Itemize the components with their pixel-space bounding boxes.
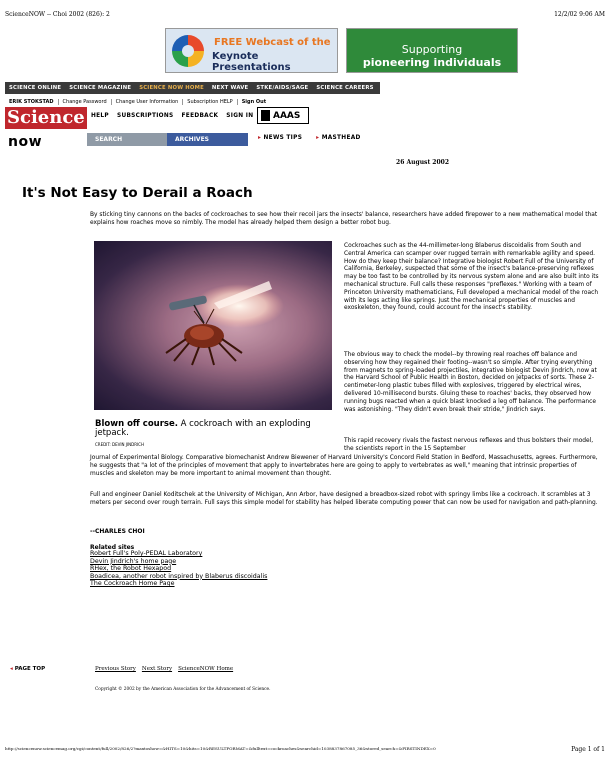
related-link-rhex[interactable]: RHex, the Robot Hexapod	[90, 565, 172, 572]
related-link-boadicea[interactable]: Boadicea, another robot inspired by Blaberus discoidalis	[90, 572, 268, 580]
nav-next-wave[interactable]: NEXT WAVE	[211, 85, 249, 91]
related-link-polypedal[interactable]: Robert Full's Poly-PEDAL Laboratory	[90, 550, 203, 557]
webcast-logo-icon	[172, 35, 204, 67]
supporting-ad-line2: pioneering individuals	[362, 56, 502, 69]
photo-credit: CREDIT: DEVIN JINDRICH	[95, 442, 144, 447]
user-bar	[5, 97, 270, 106]
aaas-logo[interactable]	[257, 107, 309, 124]
article-title: It's Not Easy to Derail a Roach	[22, 185, 253, 201]
search-button[interactable]: SEARCH	[87, 133, 167, 146]
aaas-label: AAAS	[273, 110, 301, 121]
nav-science-online[interactable]: SCIENCE ONLINE	[9, 85, 62, 91]
supporting-ad[interactable]	[346, 28, 518, 73]
related-link-cockroach-home[interactable]: The Cockroach Home Page	[90, 580, 175, 587]
aaas-mark-icon	[261, 110, 270, 121]
webcast-ad-line1: FREE Webcast of the	[214, 37, 331, 48]
sciencenow-home-link[interactable]: ScienceNOW Home	[178, 666, 234, 672]
sign-in-link[interactable]: SIGN IN	[226, 113, 254, 119]
supporting-ad-line1: Supporting	[401, 43, 463, 56]
feedback-link[interactable]: FEEDBACK	[181, 113, 219, 119]
caption-bold: Blown off course.	[95, 419, 178, 429]
copyright-notice: Copyright © 2002 by the American Association for the Advancement of Science.	[95, 687, 271, 692]
change-user-info-link[interactable]: Change User Information	[112, 99, 184, 105]
page-top-link[interactable]: ◂ PAGE TOP	[10, 666, 45, 672]
webcast-ad[interactable]	[165, 28, 338, 73]
nav-science-now-home[interactable]: SCIENCE NOW HOME	[139, 85, 204, 91]
science-logo[interactable]: Science	[5, 107, 87, 129]
now-logo: now	[8, 134, 43, 150]
nav-science-careers[interactable]: SCIENCE CAREERS	[316, 85, 374, 91]
user-name: ERIK STOKSTAD	[5, 99, 59, 105]
tips-bar	[258, 135, 375, 141]
article-paragraph-2: The obvious way to check the model--by throwing real roaches off balance and observing how they regained their footing--wasn't so simple. After trying everything from magnets to spring-loaded projectiles, integrative biologist Devin Jindrich, now at the Harvard School of Public Health in Boston, decided on jetpacks of sorts. These 2-centimeter-long plastic tubes filled with explosives, triggered by electrical wires, delivered 10-millisecond bursts. Gluing these to roaches' backs, they observed how running bugs reacted when a quick blast knocked a leg off balance. The performance was astonishing. "They didn't even break their stride," Jindrich says.	[344, 352, 597, 413]
sub-nav	[87, 109, 257, 123]
related-sites-heading: Related sites	[90, 544, 135, 551]
print-header-left: ScienceNOW -- Choi 2002 (826): 2	[5, 11, 110, 18]
print-footer-page: Page 1 of 1	[571, 746, 605, 753]
article-date: 26 August 2002	[396, 159, 449, 166]
subscription-help-link[interactable]: Subscription HELP	[183, 99, 237, 105]
article-byline: --CHARLES CHOI	[90, 528, 145, 535]
article-paragraph-3-continued: Journal of Experimental Biology. Comparative biomechanist Andrew Biewener of Harvard University's Concord Field Station in Bedford, Massachusetts, agrees. Furthermore, he suggests that "a lot of the principles of movement that apply to invertebrates here are going to apply to vertebrates as well," meaning that intrinsic properties of muscles and skeleton may be more important to animal movement than thought.	[90, 455, 598, 477]
next-story-link[interactable]: Next Story	[141, 666, 173, 672]
print-footer-url: http://sciencenow.sciencemag.org/cgi/content/full/2002/826/2?maxtoshow=&HITS=10&hits=10&RESULTFORMAT=&fulltext=cockroaches&searchid=1038837867085_36&stored_search=&FIRSTINDEX=0	[5, 746, 436, 751]
nav-science-magazine[interactable]: SCIENCE MAGAZINE	[69, 85, 132, 91]
top-nav	[5, 82, 380, 94]
news-tips-link[interactable]: ▸ NEWS TIPS	[258, 135, 302, 141]
subscriptions-link[interactable]: SUBSCRIPTIONS	[116, 113, 174, 119]
article-paragraph-4: Full and engineer Daniel Koditschek at the University of Michigan, Ann Arbor, have designed a breadbox-sized robot with springy limbs like a cockroach. It scrambles at 3 meters per second over rough terrain. Full says this simple model for stability has helped liberate computing power that can now be used for navigation and path-planning.	[90, 492, 598, 506]
article-paragraph-1: Cockroaches such as the 44-millimeter-long Blaberus discoidalis from South and Central America can scamper over rugged terrain with remarkable agility and speed. How do they keep their balance? Integrative biologist Robert Full of the University of California, Berkeley, suspected that some of the insect's balance-preserving reflexes may be too fast to be controlled by its nervous system alone and are also built into its mechanical structure. Full calls these responses "preflexes." Working with a team of Princeton University mathematicians, Full developed a mechanical model of the roach with its legs acting like springs. Just the mechanical properties of muscles and exoskeleton, they found, could account for the insect's stability.	[344, 243, 599, 312]
cockroach-illustration-icon	[94, 241, 332, 410]
print-header-right: 12/2/02 9:06 AM	[554, 11, 605, 18]
related-link-jindrich[interactable]: Devin Jindrich's home page	[90, 557, 177, 565]
nav-stke[interactable]: STKE/AIDS/SAGE	[256, 85, 309, 91]
masthead-link[interactable]: ▸ MASTHEAD	[316, 135, 360, 141]
change-password-link[interactable]: Change Password	[59, 99, 112, 105]
help-link[interactable]: HELP	[91, 113, 109, 119]
article-lede: By sticking tiny cannons on the backs of cockroaches to see how their recoil jars the insects' balance, researchers have added firepower to a new mathematical model that explains how roaches move so nimbly. The model has already helped them design a better robot bug.	[90, 212, 598, 226]
sign-out-link[interactable]: Sign Out	[241, 98, 267, 105]
previous-story-link[interactable]: Previous Story	[95, 666, 136, 672]
cockroach-jetpack-photo	[94, 241, 332, 410]
caption-text: A cockroach with an exploding jetpack.	[95, 419, 311, 438]
archives-button[interactable]: ARCHIVES	[167, 133, 248, 146]
photo-caption	[95, 420, 331, 438]
related-sites-list	[90, 550, 267, 588]
webcast-ad-line2: Keynote Presentations	[212, 51, 291, 73]
footer-nav	[95, 666, 239, 672]
article-paragraph-3-start: This rapid recovery rivals the fastest nervous reflexes and thus bolsters their model, the scientists report in the 15 September	[344, 438, 594, 452]
